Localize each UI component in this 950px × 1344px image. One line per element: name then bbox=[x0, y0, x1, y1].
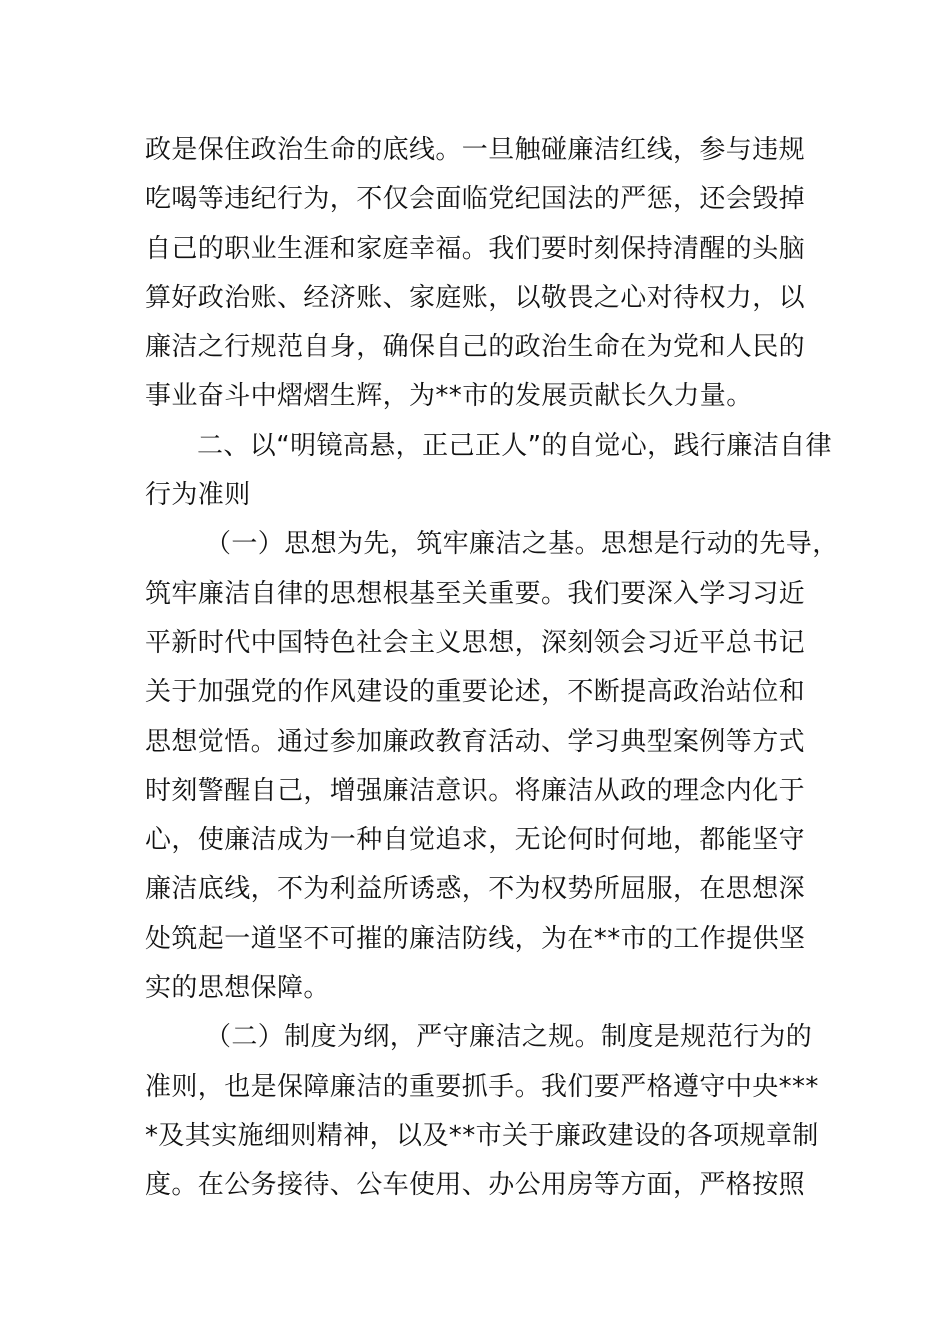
paragraph-line: 自己的职业生涯和家庭幸福。我们要时刻保持清醒的头脑 bbox=[145, 233, 806, 264]
paragraph-line: 度。在公务接待、公车使用、办公用房等方面，严格按照 bbox=[145, 1170, 806, 1201]
paragraph-line: 吃喝等违纪行为，不仅会面临党纪国法的严惩，还会毁掉 bbox=[145, 184, 806, 215]
paragraph-line: *及其实施细则精神，以及**市关于廉政建设的各项规章制 bbox=[145, 1120, 819, 1151]
paragraph-line: 关于加强党的作风建设的重要论述，不断提高政治站位和 bbox=[145, 677, 806, 708]
paragraph-line: （一）思想为先，筑牢廉洁之基。思想是行动的先导， bbox=[205, 529, 839, 560]
paragraph-line: 政是保住政治生命的底线。一旦触碰廉洁红线，参与违规 bbox=[145, 135, 806, 165]
paragraph-line: 心，使廉洁成为一种自觉追求，无论何时何地，都能坚守 bbox=[145, 825, 806, 856]
paragraph-line: 事业奋斗中熠熠生辉，为**市的发展贡献长久力量。 bbox=[145, 381, 753, 412]
paragraph-line: 算好政治账、经济账、家庭账，以敬畏之心对待权力，以 bbox=[145, 282, 806, 313]
paragraph-line: 实的思想保障。 bbox=[145, 973, 330, 1004]
paragraph-line: 处筑起一道坚不可摧的廉洁防线，为在**市的工作提供坚 bbox=[145, 923, 806, 954]
section-heading-line: 行为准则 bbox=[145, 480, 251, 511]
paragraph-line: 时刻警醒自己，增强廉洁意识。将廉洁从政的理念内化于 bbox=[145, 775, 806, 806]
document-body bbox=[145, 126, 839, 1211]
paragraph-line: 准则，也是保障廉洁的重要抓手。我们要严格遵守中央*** bbox=[145, 1071, 819, 1102]
paragraph-line: 廉洁之行规范自身，确保自己的政治生命在为党和人民的 bbox=[145, 332, 806, 363]
paragraph-line: 思想觉悟。通过参加廉政教育活动、学习典型案例等方式 bbox=[145, 726, 806, 757]
section-heading-line: 二、以“明镜高悬，正己正人”的自觉心，践行廉洁自律 bbox=[197, 430, 832, 461]
paragraph-line: 廉洁底线，不为利益所诱惑，不为权势所屈服，在思想深 bbox=[145, 874, 806, 905]
paragraph-line: 平新时代中国特色社会主义思想，深刻领会习近平总书记 bbox=[145, 627, 806, 658]
paragraph-line: （二）制度为纲，严守廉洁之规。制度是规范行为的 bbox=[205, 1022, 813, 1053]
paragraph-line: 筑牢廉洁自律的思想根基至关重要。我们要深入学习习近 bbox=[145, 578, 806, 609]
